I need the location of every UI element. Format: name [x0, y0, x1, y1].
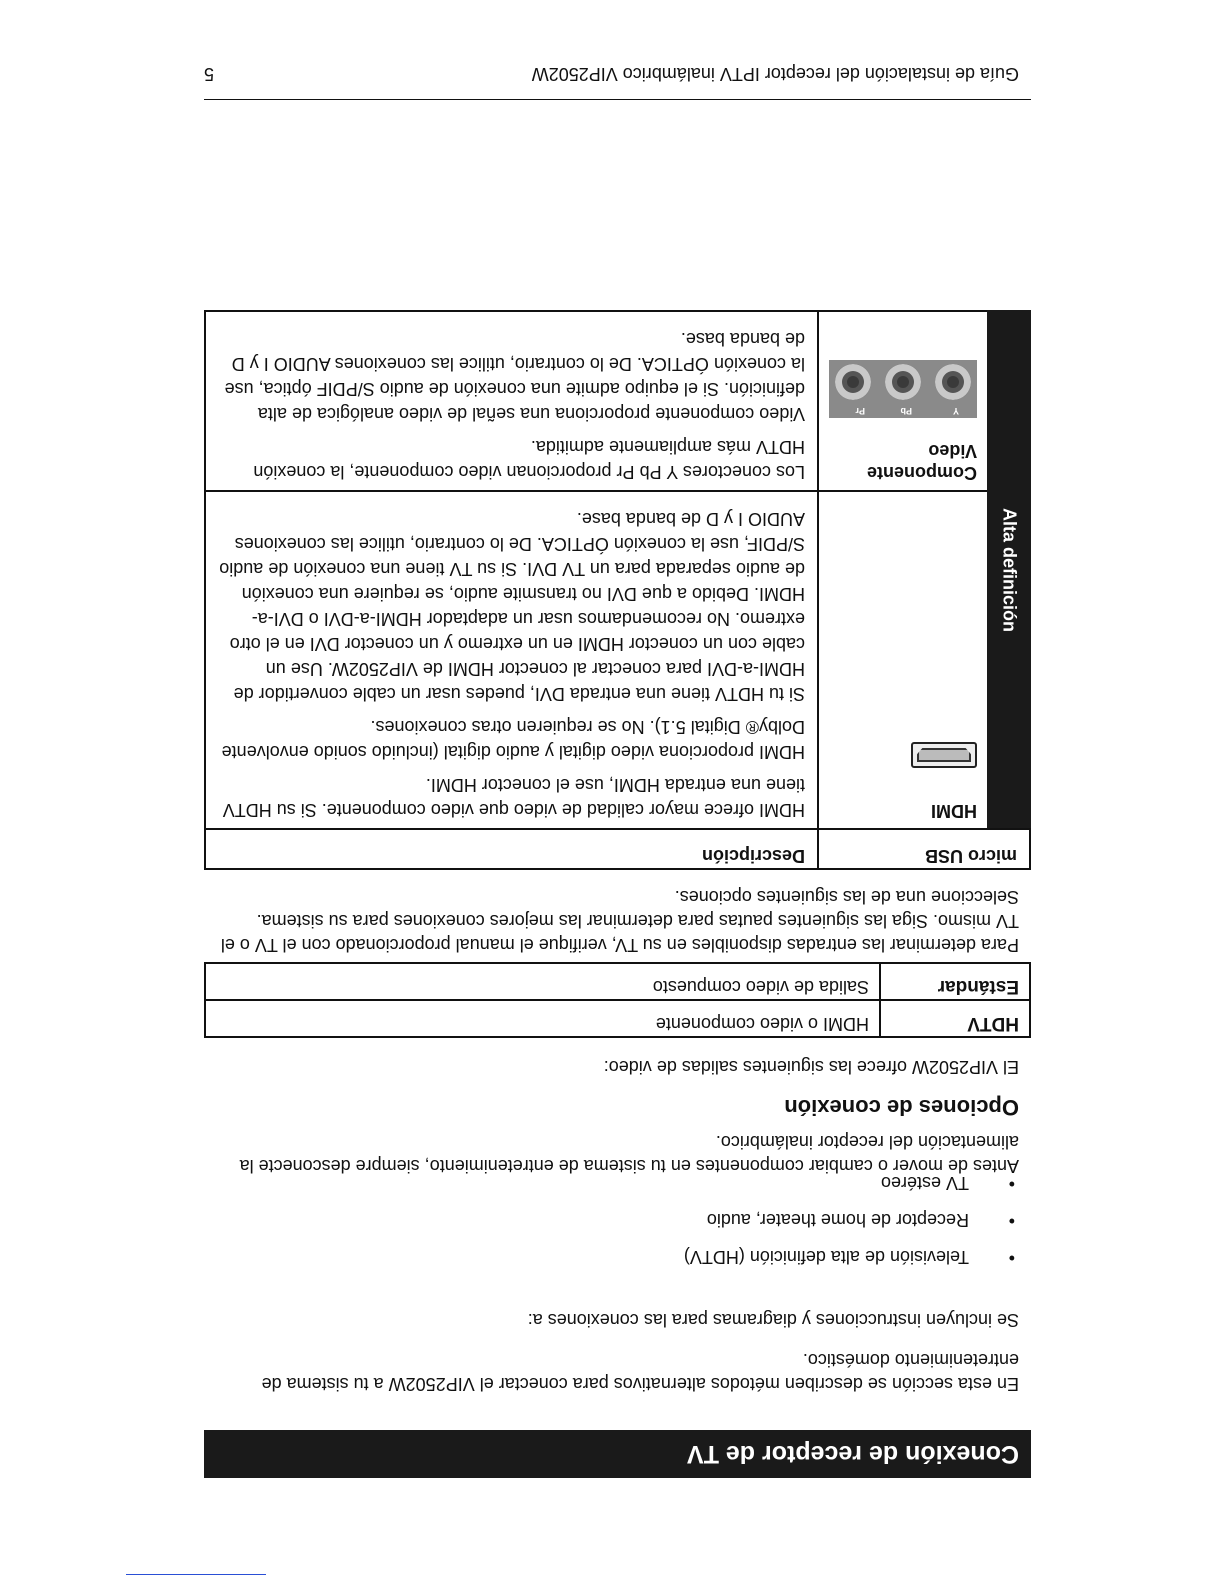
- rca-jack-icon: [885, 364, 921, 400]
- connector-label-pb: Pb: [900, 406, 912, 416]
- table-row: [205, 963, 1030, 1000]
- includes-line: Se incluyen instrucciones y diagramas para las conexiones a:: [527, 1310, 1019, 1330]
- hdmi-cell: [818, 491, 988, 829]
- side-label: Alta definición: [999, 507, 1020, 633]
- output-value: HDMI o video componente: [205, 1000, 880, 1037]
- component-label-2: Video: [928, 441, 977, 461]
- connector-label-pr: Pr: [855, 406, 865, 416]
- output-label: Estándar: [880, 963, 1030, 1000]
- intro-paragraph: En esta sección se describen métodos alternativos para conectar el VIP2502W a tu sistema de entretenimiento doméstico.: [261, 1350, 1019, 1394]
- list-item: • Televisión de alta definición (HDTV): [204, 1230, 1019, 1267]
- outputs-intro: El VIP2502W ofrece las siguientes salidas de video:: [603, 1057, 1019, 1077]
- hdmi-desc-p1: HDMI ofrece mayor calidad de video que video componente. Si su HDTV tiene una entrada HDMI, use el conector HDMI.: [222, 775, 805, 820]
- list-item: • Receptor de home theater, audio: [204, 1193, 1019, 1230]
- link-underline: [126, 1574, 266, 1575]
- warning-paragraph: Antes de mover o cambiar componentes en tu sistema de entretenimiento, siempre desconecte la alimentación del receptor inalámbrico.: [239, 1132, 1019, 1176]
- column-header-connector: micro USB: [818, 829, 1030, 869]
- output-label: HDTV: [880, 1000, 1030, 1037]
- rca-jack-icon: [835, 364, 871, 400]
- component-desc-p2: Video componente proporciona una señal de video analógica de alta definición. Si el equipo admite una conexión de audio S/PDIF óptica, use la conexión ÓPTICA. De lo contrario, utilice las conexiones AUDIO I y D de banda base.: [224, 329, 805, 424]
- connector-label-y: Y: [952, 406, 959, 416]
- determine-paragraph: Para determinar las entradas disponibles en su TV, verifique el manual proporcionado con el TV o el TV mismo. Siga las siguientes pautas para determinar las mejores conexiones para su sistema. Seleccione una de las siguientes opciones.: [220, 887, 1019, 955]
- hdmi-description: [205, 491, 818, 829]
- output-value: Salida de video compuesto: [205, 963, 880, 1000]
- hdmi-desc-p3: Si tu HDTV tiene una entrada DVI, puedes usar un cable convertidor de HDMI-a-DVI para conectar al conector HDMI de VIP2502W. Use un cable con un conector HDMI en un extremo y un conector DVI en el otro extremo. No recomendamos usar un adaptador HDMI-a-DVI o DVI-a-HDMI. Debido a que DVI no transmite audio, se requiere una conexión de audio separada para un TV DVI. Si su TV tiene una conexión de audio S/PDIF, use la conexión ÓPTICA. De lo contrario, utilice las conexiones AUDIO I y D de banda base.: [219, 509, 805, 704]
- side-label-cell: [988, 311, 1030, 829]
- hdmi-port-icon: [911, 742, 977, 768]
- component-label-1: Componente: [867, 463, 977, 483]
- section-title: Conexión de receptor de TV: [204, 1430, 1031, 1478]
- table-row: [205, 311, 1030, 491]
- options-heading: Opciones de conexión: [784, 1095, 1019, 1120]
- page-number: 5: [203, 64, 214, 84]
- footer-title: Guía de instalación del receptor IPTV inalámbrico VIP2502W: [531, 64, 1019, 84]
- component-desc-p1: Los conectores Y Pb Pr proporcionan video componente, la conexión HDTV más ampliamente admitida.: [253, 437, 805, 482]
- list-item: • TV estéreo: [204, 1156, 1019, 1193]
- connection-options-table: [204, 310, 1031, 870]
- video-outputs-table: [204, 962, 1031, 1038]
- hdmi-label: HDMI: [931, 801, 977, 821]
- rca-jack-icon: [935, 364, 971, 400]
- hdmi-desc-p2: HDMI proporciona video digital y audio digital (incluido sonido envolvente Dolby® Digital 5.1). No se requieren otras conexiones.: [221, 717, 805, 762]
- table-row: [205, 1000, 1030, 1037]
- component-description: [205, 311, 818, 491]
- footer-rule: [204, 99, 1031, 100]
- column-header-description: Descripción: [205, 829, 818, 869]
- table-header-row: [205, 829, 1030, 869]
- component-cell: [818, 311, 988, 491]
- component-connectors-icon: [829, 360, 977, 418]
- table-row: [205, 491, 1030, 829]
